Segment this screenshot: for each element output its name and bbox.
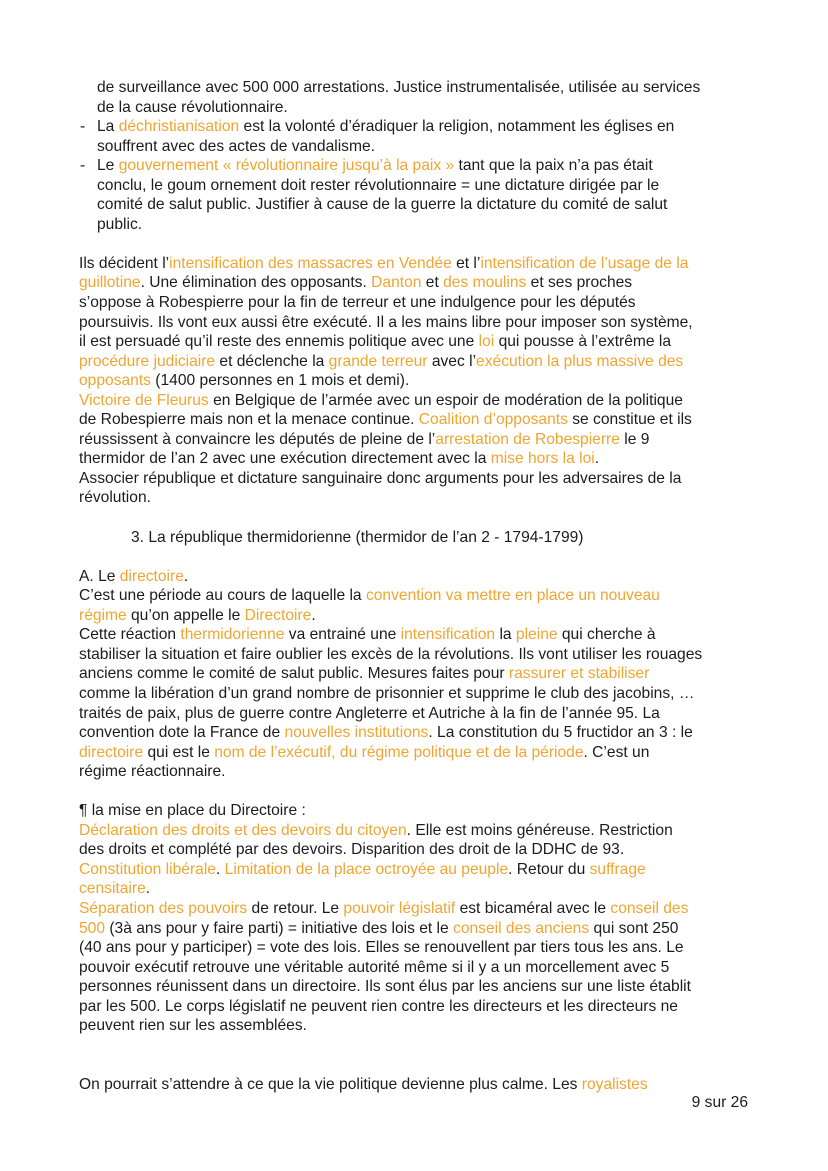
text-line <box>0 606 828 626</box>
text-run: régime réactionnaire. <box>79 763 226 781</box>
highlighted-term: Constitution libérale <box>79 860 216 878</box>
text-run: stabiliser la situation et faire oublier les excès de la révolutions. Ils vont utiliser les rouages <box>79 645 703 663</box>
highlighted-term: gouvernement « révolutionnaire jusqu’à la paix » <box>118 157 455 175</box>
highlighted-term: procédure judiciaire <box>79 352 216 370</box>
highlighted-term: Déclaration des droits et des devoirs du citoyen <box>79 821 407 839</box>
highlighted-term: opposants <box>79 372 151 390</box>
text-run: pouvoir exécutif retrouve une véritable autorité même si il y a un morcellement avec 5 <box>79 958 670 976</box>
text-run: qui sont 250 <box>589 919 679 937</box>
text-run: est bicaméral avec le <box>455 899 611 917</box>
text-line <box>0 977 828 997</box>
text-line <box>0 684 828 704</box>
text-line <box>0 1016 828 1036</box>
text-run: . La constitution du 5 fructidor an 3 : le <box>428 724 693 742</box>
text-line <box>0 919 828 939</box>
highlighted-term: loi <box>478 333 495 351</box>
text-run: qui pousse à l’extrême la <box>494 333 672 351</box>
text-run: . C’est un <box>583 743 650 761</box>
highlighted-term: grande terreur <box>328 352 428 370</box>
text-line <box>0 352 828 372</box>
highlighted-term: mise hors la loi <box>490 450 595 468</box>
text-run: C’est une période au cours de laquelle la <box>79 587 366 605</box>
highlighted-term: directoire <box>79 743 144 761</box>
text-line <box>0 567 828 587</box>
text-run: traités de paix, plus de guerre contre Angleterre et Autriche à la fin de l’année 95. La <box>79 704 660 722</box>
text-line <box>0 78 828 98</box>
text-run: A. Le <box>79 567 120 585</box>
highlighted-term: suffrage <box>589 860 646 878</box>
text-run: 3. La république thermidorienne (thermidor de l’an 2 - 1794-1799) <box>131 528 584 546</box>
text-line <box>0 899 828 919</box>
text-run: Le <box>97 157 119 175</box>
highlighted-term: intensification <box>400 626 496 644</box>
text-run: (1400 personnes en 1 mois et demi). <box>150 372 410 390</box>
highlighted-term: guillotine <box>79 274 141 292</box>
highlighted-term: Victoire de Fleurus <box>79 391 209 409</box>
text-run: convention dote la France de <box>79 724 285 742</box>
text-run: . <box>145 880 151 898</box>
text-line <box>0 625 828 645</box>
highlighted-term: royalistes <box>581 1075 648 1093</box>
text-run: qui cherche à <box>557 626 656 644</box>
text-run: la <box>495 626 516 644</box>
text-run: comité de salut public. Justifier à cause de la guerre la dictature du comité de salut <box>97 196 668 214</box>
bullet-item-line <box>0 117 828 137</box>
text-line <box>0 273 828 293</box>
highlighted-term: intensification de l’usage de la <box>480 254 689 272</box>
text-run: le 9 <box>619 430 650 448</box>
highlighted-term: nom de l’exécutif, du régime politique et de la période <box>214 743 584 761</box>
text-run: personnes réunissent dans un directoire. Ils sont élus par les anciens sur une liste établit <box>79 978 691 996</box>
text-line <box>0 860 828 880</box>
text-run: et déclenche la <box>215 352 329 370</box>
text-run: . <box>183 567 189 585</box>
highlighted-term: déchristianisation <box>118 118 240 136</box>
text-run: de surveillance avec 500 000 arrestations. Justice instrumentalisée, utilisée au services <box>97 79 701 96</box>
highlighted-term: Directoire <box>244 606 312 624</box>
text-line <box>0 938 828 958</box>
text-run: qu’on appelle le <box>126 606 245 624</box>
text-line <box>0 176 828 196</box>
highlighted-term: nouvelles institutions <box>284 724 429 742</box>
text-line <box>0 391 828 411</box>
text-run: (40 ans pour y participer) = vote des lois. Elles se renouvellent par tiers tous les ans. Le <box>79 939 684 957</box>
text-line <box>0 215 828 235</box>
text-line <box>0 332 828 352</box>
highlighted-term: arrestation de Robespierre <box>435 430 620 448</box>
text-run: ¶ la mise en place du Directoire : <box>79 802 306 820</box>
blank-line <box>0 1036 828 1056</box>
highlighted-term: conseil des <box>610 899 689 917</box>
text-run: se constitue et ils <box>567 411 692 429</box>
highlighted-term: convention va mettre en place un nouveau <box>365 587 660 605</box>
text-line <box>0 449 828 469</box>
text-run: On pourrait s’attendre à ce que la vie politique devienne plus calme. Les <box>79 1075 582 1093</box>
text-line <box>0 821 828 841</box>
bullet-dash: - <box>80 157 86 175</box>
highlighted-term: Coalition d’opposants <box>418 411 568 429</box>
text-run: anciens comme le comité de salut public. Mesures faites pour <box>79 665 509 683</box>
text-line <box>0 137 828 157</box>
highlighted-term: censitaire <box>79 880 146 898</box>
text-run: par les 500. Le corps législatif ne peuvent rien contre les directeurs et les directeurs ne <box>79 997 678 1015</box>
text-run: de la cause révolutionnaire. <box>97 98 288 116</box>
text-line <box>0 704 828 724</box>
text-line <box>0 488 828 508</box>
text-line <box>0 743 828 763</box>
text-run: souffrent avec des actes de vandalisme. <box>97 137 375 155</box>
text-run: s’oppose à Robespierre pour la fin de terreur et une indulgence pour les députés <box>79 294 636 312</box>
blank-line <box>0 1055 828 1075</box>
highlighted-term: 500 <box>79 919 106 937</box>
highlighted-term: pouvoir législatif <box>343 899 456 917</box>
text-run: qui est le <box>143 743 215 761</box>
text-line <box>0 254 828 274</box>
bullet-item-line <box>0 156 828 176</box>
text-line <box>0 997 828 1017</box>
text-run: . <box>594 450 600 468</box>
page-number: 9 sur 26 <box>691 1094 748 1111</box>
text-run: réussissent à convaincre les députés de pleine de l’ <box>79 430 436 448</box>
text-run: . Elle est moins généreuse. Restriction <box>406 821 673 839</box>
text-run: peuvent rien sur les assemblées. <box>79 1017 307 1035</box>
text-run: thermidor de l’an 2 avec une exécution directement avec la <box>79 450 491 468</box>
text-run: et ses proches <box>526 274 633 292</box>
highlighted-term: conseil des anciens <box>453 919 590 937</box>
text-line <box>0 586 828 606</box>
text-run: public. <box>97 215 143 233</box>
text-run: il est persuadé qu’il reste des ennemis politique avec une <box>79 333 479 351</box>
section-heading <box>0 528 828 548</box>
text-run: tant que la paix n’a pas était <box>454 157 653 175</box>
text-line <box>0 98 828 118</box>
highlighted-term: régime <box>79 606 127 624</box>
blank-line <box>0 234 828 254</box>
blank-line <box>0 508 828 528</box>
text-run: conclu, le goum ornement doit rester révolutionnaire = une dictature dirigée par le <box>97 176 660 194</box>
text-run: . <box>311 606 316 624</box>
text-run: comme la libération d’un grand nombre de prisonnier et supprime le club des jacobins, … <box>79 684 695 702</box>
document-page-body <box>0 78 828 1094</box>
bullet-dash: - <box>80 118 86 136</box>
text-run: va entrainé une <box>284 626 401 644</box>
highlighted-term: Limitation de la place octroyée au peuple <box>224 860 509 878</box>
text-line <box>0 645 828 665</box>
text-run: des droits et complété par des devoirs. Disparition des droit de la DDHC de 93. <box>79 841 625 859</box>
highlighted-term: Danton <box>371 274 422 292</box>
text-run: . Retour du <box>508 860 590 878</box>
text-run: poursuivis. Ils vont eux aussi être exécuté. Il a les mains libre pour imposer son système, <box>79 313 693 331</box>
text-line <box>0 469 828 489</box>
text-line <box>0 879 828 899</box>
text-run: avec l’ <box>427 352 477 370</box>
text-run: . Une élimination des opposants. <box>140 274 372 292</box>
text-run: et <box>421 274 444 292</box>
text-run: révolution. <box>79 489 151 507</box>
highlighted-term: Séparation des pouvoirs <box>79 899 248 917</box>
text-run: est la volonté d’éradiquer la religion, notamment les églises en <box>239 118 675 136</box>
highlighted-term: thermidorienne <box>180 626 285 644</box>
text-run: (3à ans pour y faire parti) = initiative des lois et le <box>105 919 454 937</box>
highlighted-term: rassurer et stabiliser <box>508 665 650 683</box>
text-line <box>0 723 828 743</box>
text-line <box>0 664 828 684</box>
highlighted-term: intensification des massacres en Vendée <box>169 254 452 272</box>
text-line <box>0 430 828 450</box>
highlighted-term: directoire <box>119 567 184 585</box>
text-line <box>0 840 828 860</box>
text-line <box>0 313 828 333</box>
highlighted-term: exécution la plus massive des <box>476 352 684 370</box>
blank-line <box>0 782 828 802</box>
blank-line <box>0 547 828 567</box>
text-run: Ils décident l’ <box>79 254 170 272</box>
text-run: La <box>97 118 119 136</box>
highlighted-term: des moulins <box>443 274 527 292</box>
text-line <box>0 410 828 430</box>
text-run: et l’ <box>451 254 481 272</box>
text-run: . <box>215 860 225 878</box>
text-line <box>0 195 828 215</box>
text-line <box>0 762 828 782</box>
text-run: de retour. Le <box>247 899 344 917</box>
text-line <box>0 293 828 313</box>
text-run: en Belgique de l’armée avec un espoir de modération de la politique <box>208 391 683 409</box>
text-line <box>0 801 828 821</box>
text-run: Associer république et dictature sanguinaire donc arguments pour les adversaires de la <box>79 469 682 487</box>
text-line <box>0 371 828 391</box>
text-run: de Robespierre mais non et la menace continue. <box>79 411 419 429</box>
text-run: Cette réaction <box>79 626 181 644</box>
text-line <box>0 1075 828 1095</box>
highlighted-term: pleine <box>515 626 558 644</box>
text-line <box>0 958 828 978</box>
